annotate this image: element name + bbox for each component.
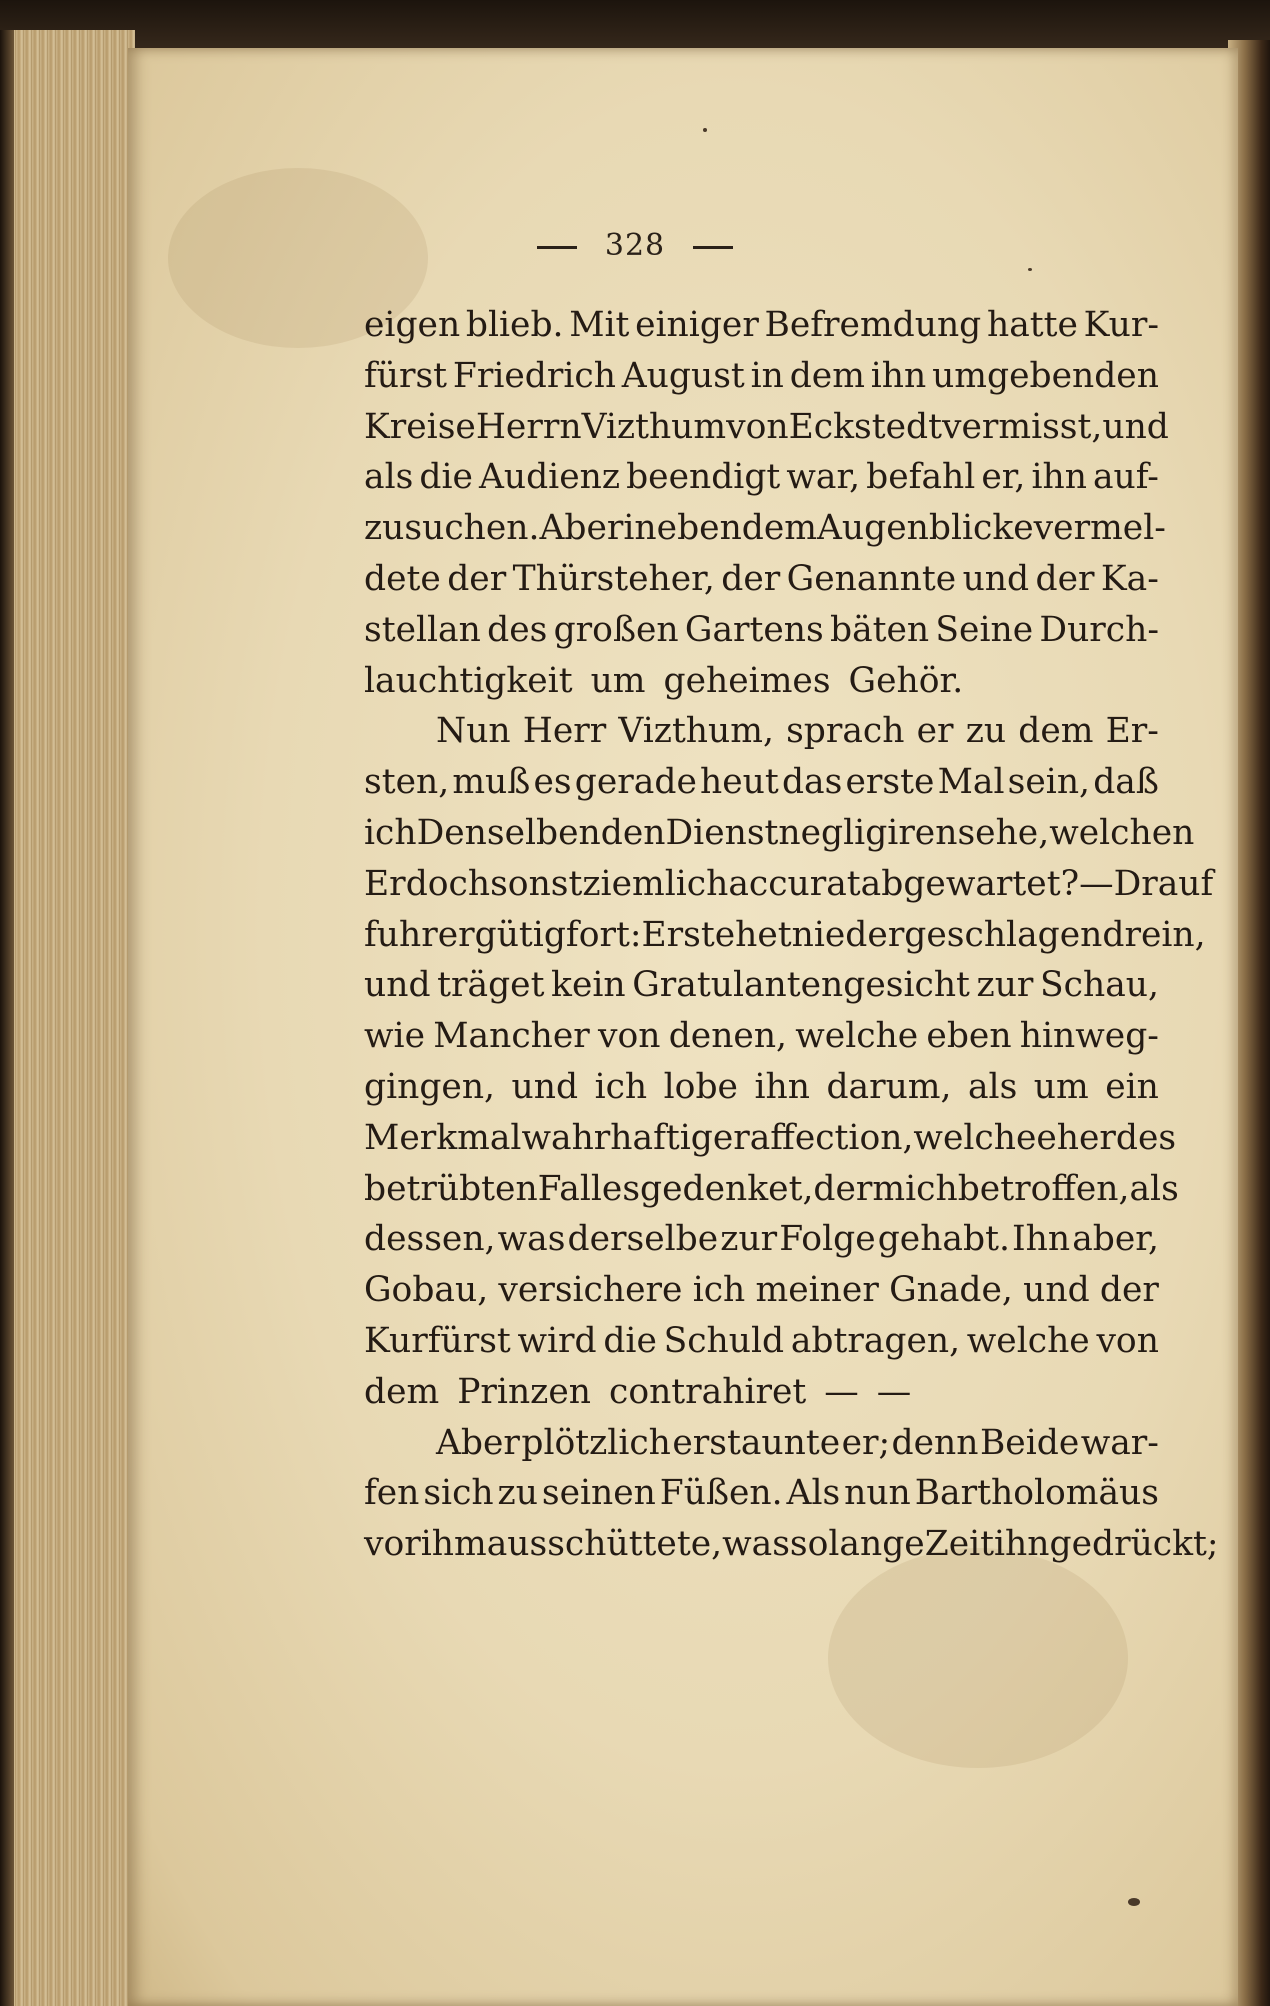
word: fuhr — [364, 914, 438, 955]
word: Denselben — [416, 812, 601, 853]
word: Ihn — [1012, 1219, 1071, 1260]
word: bäten — [829, 609, 930, 650]
word: Dienst — [665, 812, 779, 853]
word: von — [598, 1016, 661, 1057]
word: des — [1115, 1117, 1177, 1158]
word: wird — [517, 1320, 597, 1361]
book-cover-edge — [0, 30, 14, 2006]
word: ausschüttete, — [486, 1524, 723, 1565]
text-line — [364, 1062, 1159, 1113]
word: Schuld — [663, 1320, 785, 1361]
word: der — [1099, 1270, 1159, 1311]
word: und — [1102, 406, 1169, 447]
word: sprach — [786, 711, 905, 752]
word: stehet — [683, 914, 792, 955]
word: gingen, — [364, 1066, 496, 1107]
word: Mal — [937, 762, 1005, 803]
word: Aber — [539, 508, 624, 549]
word: welche — [795, 1016, 919, 1057]
word: abtragen, — [790, 1320, 961, 1361]
word: accurat — [728, 863, 861, 904]
text-line — [364, 1011, 1159, 1062]
word: der — [1035, 558, 1095, 599]
word: beendigt — [626, 457, 781, 498]
word: zur — [976, 965, 1034, 1006]
text-line — [364, 706, 1159, 757]
word: Er — [364, 863, 406, 904]
word: ich — [594, 1066, 648, 1107]
word: ein — [1105, 1066, 1159, 1107]
word: die — [603, 1320, 657, 1361]
word: wie — [364, 1016, 425, 1057]
text-line — [364, 503, 1166, 554]
text-line — [364, 910, 1206, 961]
word: zur — [720, 1219, 778, 1260]
word: ihn — [994, 1524, 1050, 1565]
word: Er — [641, 914, 684, 955]
text-line — [364, 757, 1159, 808]
word: Genannte — [786, 558, 957, 599]
paper-speck — [1128, 1898, 1140, 1906]
text-line — [364, 554, 1159, 605]
word: affection, — [749, 1117, 914, 1158]
word: Kur- — [1083, 305, 1159, 345]
word: Merkmal — [364, 1117, 522, 1158]
word: Gehör. — [848, 660, 964, 701]
word: eben — [656, 508, 742, 549]
word: denen, — [668, 1016, 788, 1057]
word: ihn — [1031, 457, 1087, 498]
word: sten, — [364, 762, 450, 803]
word: — — [824, 1371, 859, 1412]
word: Folge — [779, 1219, 876, 1260]
word: fürst — [364, 355, 448, 396]
word: nun — [844, 1473, 911, 1514]
word: Bartholomäus — [914, 1473, 1159, 1514]
word: so — [789, 1524, 829, 1565]
word: aber, — [1072, 1219, 1159, 1260]
word: auf- — [1092, 457, 1159, 498]
word: als — [364, 457, 414, 498]
text-line — [364, 1316, 1159, 1367]
word: lauchtigkeit — [364, 660, 573, 701]
word: Seine — [935, 609, 1034, 650]
word: von — [726, 406, 789, 447]
word: darum, — [826, 1066, 952, 1107]
word: der — [447, 558, 507, 599]
text-line — [364, 1164, 1179, 1215]
word: Befremdung — [764, 305, 982, 345]
word: erste — [845, 762, 935, 803]
word: in — [750, 355, 784, 396]
word: es — [533, 762, 572, 803]
word: Er- — [1105, 711, 1159, 752]
word: ich — [692, 1270, 746, 1311]
word: eher — [1036, 1117, 1116, 1158]
word: Ka- — [1100, 558, 1159, 599]
word: Vizthum, — [618, 711, 774, 752]
word: heut — [700, 762, 779, 803]
header-left-dash — [537, 246, 577, 249]
word: gerade — [574, 762, 697, 803]
word: großen — [553, 609, 679, 650]
word: war, — [786, 457, 861, 498]
word: als — [1129, 1168, 1179, 1209]
text-line — [364, 402, 1169, 453]
word: eben — [926, 1016, 1012, 1057]
page-number: 328 — [604, 228, 666, 263]
word: er; — [841, 1422, 891, 1463]
word: mich — [872, 1168, 958, 1209]
word: niedergeschlagen — [791, 914, 1103, 955]
word: Gratulantengesicht — [632, 965, 970, 1006]
word: sich — [423, 1473, 494, 1514]
word: zusuchen. — [364, 508, 540, 549]
word: geheimes — [663, 660, 831, 701]
word: Kurfürst — [364, 1320, 511, 1361]
word: gehabt. — [877, 1219, 1010, 1260]
word: er — [437, 914, 475, 955]
word: betrübten — [364, 1168, 538, 1209]
word: um — [590, 660, 646, 701]
word: war- — [1080, 1422, 1159, 1463]
text-line — [364, 351, 1159, 402]
word: von — [1096, 1320, 1159, 1361]
word: Prinzen — [457, 1371, 591, 1412]
word: erstaunte — [672, 1422, 841, 1463]
word: als — [967, 1066, 1018, 1107]
text-line — [364, 1214, 1159, 1265]
text-line — [364, 1418, 1159, 1469]
word: hinweg- — [1019, 1016, 1159, 1057]
word: Falles — [537, 1168, 641, 1209]
word: gedrückt; — [1049, 1524, 1219, 1565]
word: — — [876, 1371, 912, 1412]
word: zu — [497, 1473, 538, 1514]
word: welche — [966, 1320, 1090, 1361]
word: dem — [364, 1371, 440, 1412]
paper-stain — [828, 1548, 1128, 1768]
word: stellan — [364, 609, 481, 650]
word: Durch- — [1039, 609, 1159, 650]
word: blieb. — [465, 305, 564, 345]
word: der — [721, 558, 781, 599]
header-right-dash — [693, 246, 733, 249]
word: derselbe — [567, 1219, 719, 1260]
word: ich — [364, 812, 417, 853]
word: Drauf — [1113, 863, 1214, 904]
word: Als — [786, 1473, 841, 1514]
word: ziemlich — [582, 863, 729, 904]
word: er — [916, 711, 954, 752]
word: das — [781, 762, 843, 803]
text-line — [364, 960, 1159, 1011]
word: muß — [452, 762, 531, 803]
word: ihm — [420, 1524, 487, 1565]
word: lobe — [663, 1066, 738, 1107]
word: daß — [1093, 762, 1159, 803]
word: der — [813, 1168, 873, 1209]
word: die — [419, 457, 473, 498]
word: Gartens — [684, 609, 824, 650]
word: in — [623, 508, 657, 549]
word: um — [1033, 1066, 1089, 1107]
word: doch — [405, 863, 491, 904]
word: zu — [965, 711, 1007, 752]
word: Herrn — [475, 406, 582, 447]
word: dem — [741, 508, 818, 549]
word: versichere — [498, 1270, 683, 1311]
word: er, — [981, 457, 1026, 498]
word: Friedrich — [452, 355, 616, 396]
word: fort: — [565, 914, 642, 955]
word: und — [962, 558, 1030, 599]
word: umgebenden — [932, 355, 1159, 396]
word: dete — [364, 558, 441, 599]
word: vermel- — [1033, 508, 1166, 549]
text-line — [364, 1367, 1159, 1418]
word: vermisst, — [941, 406, 1103, 447]
word: dem — [1018, 711, 1094, 752]
text-line — [364, 1468, 1159, 1519]
word: negligiren — [778, 812, 958, 853]
word: betroffen, — [957, 1168, 1130, 1209]
word: dem — [789, 355, 865, 396]
word: Augenblicke — [817, 508, 1034, 549]
word: träget — [437, 965, 545, 1006]
word: plötzlich — [521, 1422, 671, 1463]
text-line — [364, 1265, 1159, 1316]
text-line — [364, 605, 1159, 656]
text-line — [364, 300, 1159, 351]
body-text — [364, 300, 1219, 1570]
word: meiner — [755, 1270, 879, 1311]
word: gedenket, — [640, 1168, 814, 1209]
word: was — [722, 1524, 790, 1565]
word: befahl — [866, 457, 976, 498]
word: fen — [364, 1473, 420, 1514]
word: sein, — [1007, 762, 1091, 803]
word: vor — [364, 1524, 421, 1565]
word: Schau, — [1040, 965, 1159, 1006]
word: einiger — [635, 305, 759, 345]
word: des — [487, 609, 548, 650]
word: dessen, — [364, 1219, 496, 1260]
text-line — [364, 859, 1214, 910]
word: welchen — [1049, 812, 1195, 853]
word: eigen — [364, 305, 461, 345]
word: Nun — [436, 711, 511, 752]
word: Thürsteher, — [512, 558, 715, 599]
word: denn — [891, 1422, 979, 1463]
word: wahrhaftiger — [521, 1117, 750, 1158]
word: drein, — [1102, 914, 1206, 955]
word: Mancher — [433, 1016, 590, 1057]
word: den — [600, 812, 666, 853]
word: Beide — [979, 1422, 1080, 1463]
word: und — [511, 1066, 579, 1107]
text-line — [364, 1519, 1219, 1570]
word: sehe, — [957, 812, 1050, 853]
word: ihn — [870, 355, 927, 396]
word: kein — [551, 965, 626, 1006]
text-line — [364, 1113, 1177, 1164]
word: abgewartet? — [860, 863, 1080, 904]
word: und — [364, 965, 431, 1006]
text-line — [364, 452, 1159, 503]
paper-speck — [703, 128, 707, 132]
text-line — [364, 808, 1195, 859]
word: sonst — [490, 863, 583, 904]
word: Gnade, — [889, 1270, 1013, 1311]
book-page-edges — [0, 30, 135, 2006]
word: welche — [913, 1117, 1037, 1158]
word: contrahiret — [609, 1371, 807, 1412]
word: Kreise — [364, 406, 476, 447]
text-line — [364, 656, 1159, 707]
word: lange — [828, 1524, 925, 1565]
word: Audienz — [478, 457, 621, 498]
word: Herr — [522, 711, 607, 752]
word: Zeit — [924, 1524, 995, 1565]
word: was — [497, 1219, 566, 1260]
word: — — [1079, 863, 1114, 904]
word: seinen — [541, 1473, 656, 1514]
word: Vizthum — [581, 406, 727, 447]
page-header — [0, 228, 1270, 272]
word: Eckstedt — [788, 406, 942, 447]
word: Gobau, — [364, 1270, 489, 1311]
word: Füßen. — [659, 1473, 783, 1514]
word: gütig — [474, 914, 566, 955]
word: und — [1023, 1270, 1090, 1311]
word: August — [621, 355, 745, 396]
word: Mit — [569, 305, 630, 345]
word: Aber — [436, 1422, 520, 1463]
word: hatte — [986, 305, 1078, 345]
word: ihn — [754, 1066, 810, 1107]
